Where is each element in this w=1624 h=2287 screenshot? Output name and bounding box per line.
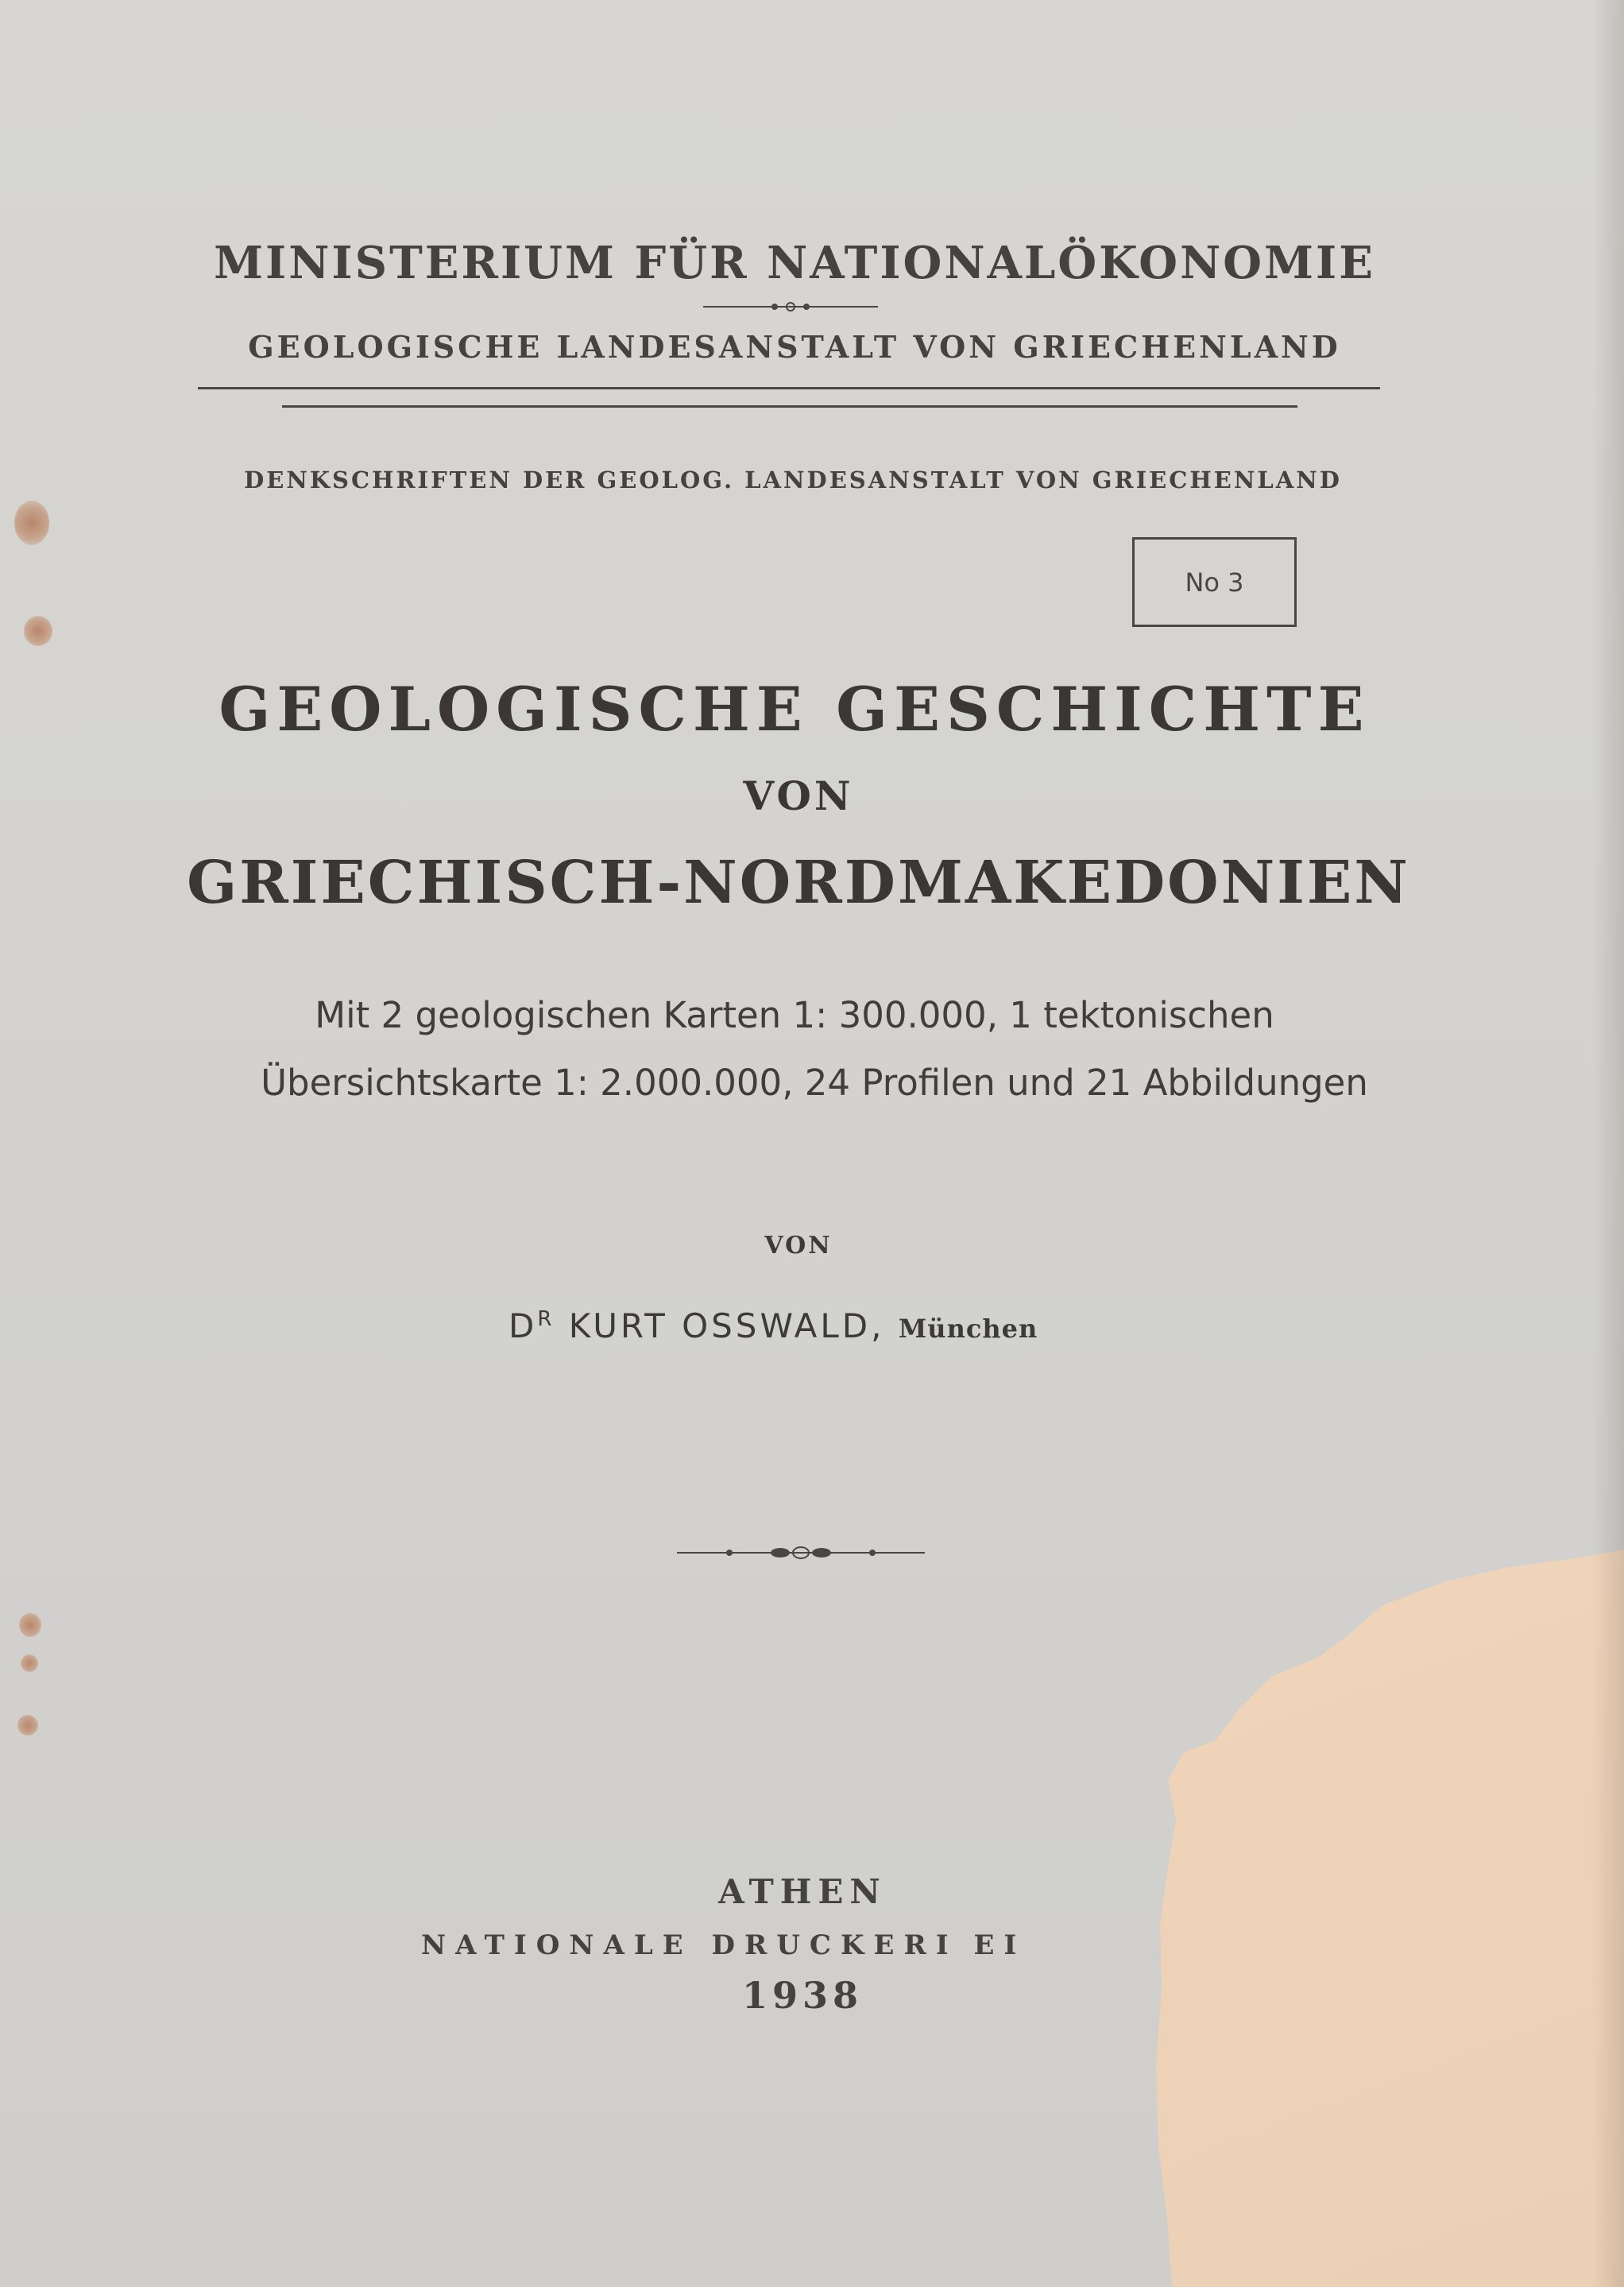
title-line-1: GEOLOGISCHE GESCHICHTE bbox=[218, 674, 1371, 745]
imprint-printer-tail: EI bbox=[973, 1929, 1027, 1961]
foxing-stain bbox=[19, 1613, 41, 1637]
foxing-stain bbox=[24, 616, 52, 646]
author-city: München bbox=[898, 1314, 1038, 1344]
series-number-box bbox=[1132, 537, 1297, 627]
author-line bbox=[508, 1306, 1038, 1345]
foxing-stain bbox=[21, 1654, 38, 1672]
institute-heading: GEOLOGISCHE LANDESANSTALT VON GRIECHENLAND bbox=[248, 329, 1341, 365]
series-name: DENKSCHRIFTEN DER GEOLOG. LANDESANSTALT VON GRIECHENLAND bbox=[244, 466, 1342, 493]
subtitle-line-2: Übersichtskarte 1: 2.000.000, 24 Profilen und 21 Abbildungen bbox=[261, 1062, 1368, 1104]
imprint-printer bbox=[421, 1929, 1026, 1961]
title-line-3: GRIECHISCH-NORDMAKEDONIEN bbox=[187, 849, 1410, 917]
foxing-stain bbox=[17, 1715, 38, 1736]
author-title: $D^R$ bbox=[508, 1306, 555, 1345]
title-line-2: VON bbox=[743, 772, 854, 819]
ornament-divider-top bbox=[703, 299, 878, 315]
author-by: VON bbox=[764, 1232, 833, 1260]
ministry-heading: MINISTERIUM FÜR NATIONALÖKONOMIE bbox=[214, 237, 1375, 289]
imprint-printer-main: NATIONALE DRUCKERI bbox=[421, 1929, 958, 1961]
series-number: No 3 bbox=[1185, 567, 1244, 598]
page-edge-shadow bbox=[1592, 0, 1624, 2287]
ornament-divider-bottom bbox=[677, 1543, 925, 1562]
author-name: KURT OSSWALD, bbox=[568, 1306, 885, 1345]
imprint-year: 1938 bbox=[741, 1974, 864, 2017]
subtitle-line-1: Mit 2 geologischen Karten 1: 300.000, 1 tektonischen bbox=[315, 994, 1274, 1036]
header-rule-short bbox=[282, 405, 1297, 408]
imprint-city: ATHEN bbox=[718, 1872, 887, 1911]
header-rule-long bbox=[198, 387, 1380, 389]
foxing-stain bbox=[14, 501, 49, 545]
